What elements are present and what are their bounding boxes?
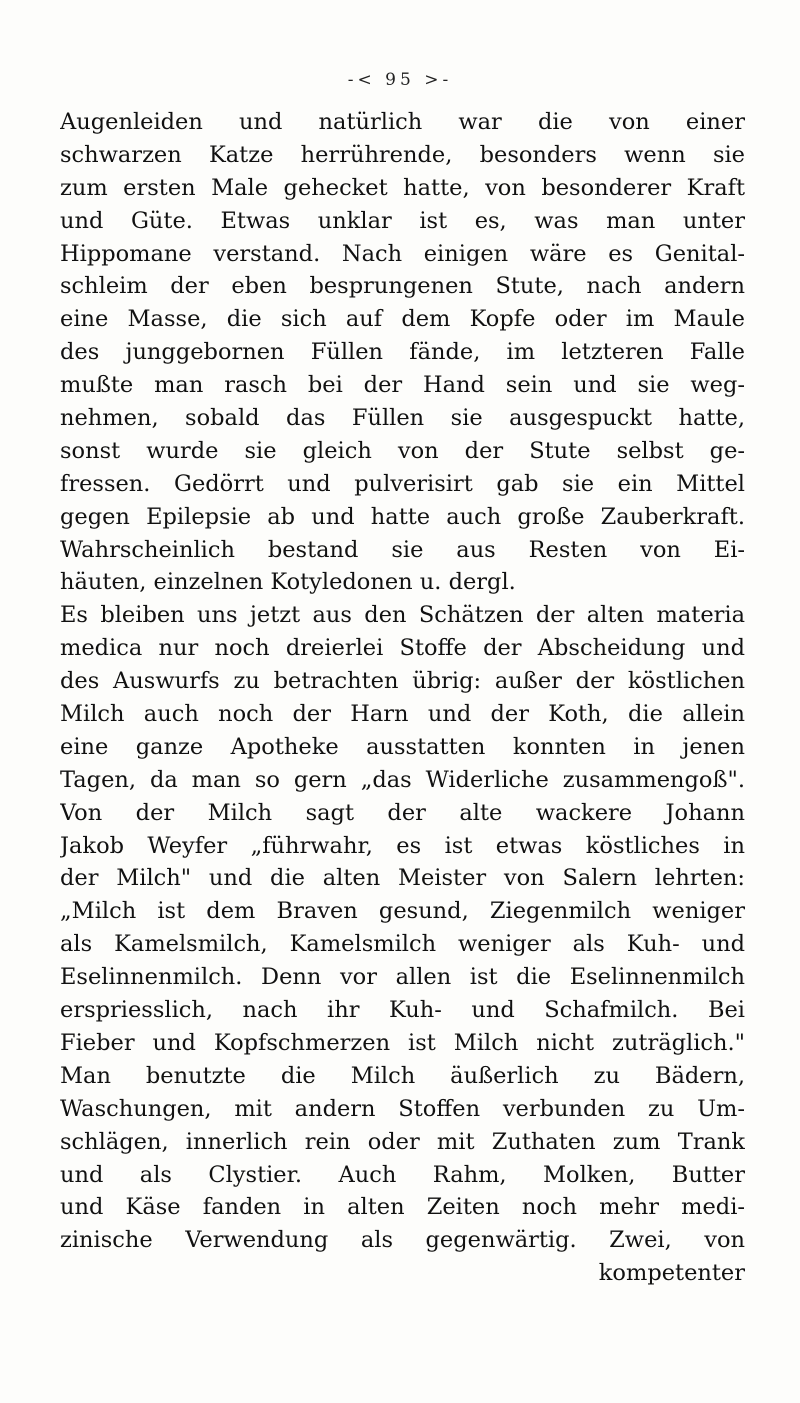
text-line: als Kamelsmilch, Kamelsmilch weniger als Kuh- und — [60, 931, 745, 958]
text-line: Tagen, da man so gern „das Widerliche zusammengoß". — [60, 766, 745, 793]
text-line: sonst wurde sie gleich von der Stute selbst ge- — [60, 437, 745, 464]
text-line: und Käse fanden in alten Zeiten noch mehr medi- — [60, 1194, 745, 1221]
body-text — [60, 106, 745, 1290]
text-line: erspriesslich, nach ihr Kuh- und Schafmilch. Bei — [60, 997, 745, 1024]
text-line: fressen. Gedörrt und pulverisirt gab sie ein Mittel — [60, 470, 745, 497]
text-line: schlägen, innerlich rein oder mit Zuthaten zum Trank — [60, 1128, 745, 1155]
catchword: kompetenter — [598, 1260, 745, 1287]
text-line: zum ersten Male gehecket hatte, von besonderer Kraft — [60, 174, 745, 201]
text-line: nehmen, sobald das Füllen sie ausgespuckt hatte, — [60, 405, 745, 432]
text-line: mußte man rasch bei der Hand sein und sie weg- — [60, 372, 745, 399]
text-line: Von der Milch sagt der alte wackere Johann — [60, 799, 745, 826]
text-line: und Güte. Etwas unklar ist es, was man unter — [60, 207, 745, 234]
text-line: des junggebornen Füllen fände, im letzteren Falle — [60, 339, 745, 366]
text-line: Man benutzte die Milch äußerlich zu Bädern, — [60, 1062, 745, 1089]
text-line: medica nur noch dreierlei Stoffe der Abscheidung und — [60, 635, 745, 662]
text-line: Es bleiben uns jetzt aus den Schätzen der alten materia — [60, 602, 745, 629]
text-line: schleim der eben besprungenen Stute, nach andern — [60, 273, 745, 300]
page-number-header: -< 95 >- — [347, 70, 453, 90]
text-line: Hippomane verstand. Nach einigen wäre es Genital- — [60, 240, 745, 267]
text-line: des Auswurfs zu betrachten übrig: außer der köstlichen — [60, 668, 745, 695]
text-line: häuten, einzelnen Kotyledonen u. dergl. — [60, 569, 516, 596]
text-line: zinische Verwendung als gegenwärtig. Zwei, von — [60, 1227, 745, 1254]
text-line: Milch auch noch der Harn und der Koth, die allein — [60, 701, 745, 728]
text-line: Fieber und Kopfschmerzen ist Milch nicht zuträglich." — [60, 1029, 745, 1056]
text-line: Eselinnenmilch. Denn vor allen ist die Eselinnenmilch — [60, 964, 745, 991]
text-line: und als Clystier. Auch Rahm, Molken, Butter — [60, 1161, 745, 1188]
text-line: Waschungen, mit andern Stoffen verbunden zu Um- — [60, 1095, 745, 1122]
text-line: schwarzen Katze herrührende, besonders wenn sie — [60, 141, 745, 168]
text-line: gegen Epilepsie ab und hatte auch große Zauberkraft. — [60, 503, 745, 530]
text-line: „Milch ist dem Braven gesund, Ziegenmilch weniger — [60, 898, 745, 925]
text-line: Jakob Weyfer „führwahr, es ist etwas köstliches in — [60, 832, 745, 859]
text-line: eine ganze Apotheke ausstatten konnten in jenen — [60, 733, 745, 760]
text-line: eine Masse, die sich auf dem Kopfe oder im Maule — [60, 306, 745, 333]
text-line: Augenleiden und natürlich war die von einer — [60, 109, 745, 135]
text-line: Wahrscheinlich bestand sie aus Resten von Ei- — [60, 536, 745, 563]
text-line: der Milch" und die alten Meister von Salern lehrten: — [60, 865, 745, 892]
